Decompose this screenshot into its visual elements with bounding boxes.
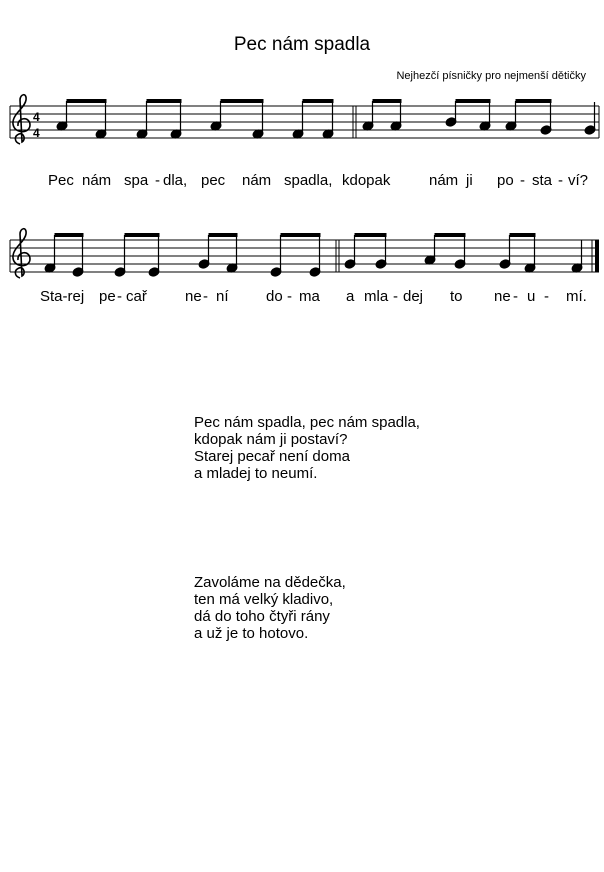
lyric-syllable: mla: [364, 288, 389, 305]
lyric-syllable: cař: [126, 288, 147, 305]
lyric-syllable: ji: [466, 172, 473, 189]
note-beam: [355, 233, 387, 237]
lyric-syllable: a: [346, 288, 355, 305]
lyric-syllable: dej: [403, 288, 424, 305]
verse-line: Pec nám spadla, pec nám spadla,: [194, 414, 420, 431]
lyric-syllable: to: [450, 288, 463, 305]
verse-line: a už je to hotovo.: [194, 625, 309, 642]
note-beam: [456, 99, 491, 103]
lyric-syllable: Sta-rej: [40, 288, 85, 305]
lyric-syllable: sta: [532, 172, 553, 189]
lyric-hyphen: -: [544, 288, 549, 305]
verse-line: a mladej to neumí.: [194, 465, 318, 482]
lyric-hyphen: -: [203, 288, 208, 305]
time-signature-top: 4: [33, 110, 40, 124]
lyric-hyphen: -: [117, 288, 122, 305]
note-beam: [209, 233, 238, 237]
note-beam: [510, 233, 536, 237]
treble-clef-icon: [13, 229, 30, 278]
songbook-source: Nejhezčí písničky pro nejmenší dětičky: [396, 70, 586, 82]
lyric-syllable: spa: [124, 172, 149, 189]
verse-line: Starej pecař není doma: [194, 448, 350, 465]
verse-1: [194, 414, 420, 482]
lyric-syllable: mí.: [566, 288, 587, 305]
lyric-syllable: nám: [242, 172, 272, 189]
verse-2: [194, 574, 346, 642]
note-beam: [303, 99, 334, 103]
song-title: Pec nám spadla: [233, 34, 371, 55]
lyric-syllable: nám: [82, 172, 112, 189]
lyric-hyphen: -: [558, 172, 563, 189]
verse-line: Zavoláme na dědečka,: [194, 574, 346, 591]
lyric-syllable: Pec: [48, 172, 74, 189]
lyric-syllable: pec: [201, 172, 226, 189]
note-beam: [435, 233, 466, 237]
lyric-hyphen: -: [513, 288, 518, 305]
lyric-syllable: dla,: [163, 172, 188, 189]
lyric-syllable: ma: [299, 288, 320, 305]
lyric-syllable: ní: [216, 288, 229, 305]
lyrics-line-1: [0, 172, 604, 192]
treble-clef-icon: [13, 95, 30, 144]
lyric-syllable: u: [527, 288, 536, 305]
note-beam: [125, 233, 160, 237]
note-beam: [147, 99, 182, 103]
lyric-hyphen: -: [393, 288, 398, 305]
lyric-syllable: do: [266, 288, 283, 305]
lyric-syllable: kdopak: [342, 172, 391, 189]
time-signature-bottom: 4: [33, 126, 40, 140]
lyric-syllable: po: [497, 172, 514, 189]
lyrics-line-2: [0, 288, 604, 308]
lyric-syllable: ví?: [568, 172, 589, 189]
lyric-hyphen: -: [520, 172, 525, 189]
verse-line: kdopak nám ji postaví?: [194, 431, 348, 448]
note-beam: [55, 233, 84, 237]
note-beam: [516, 99, 552, 103]
lyric-hyphen: -: [287, 288, 292, 305]
note-beam: [221, 99, 264, 103]
lyric-syllable: spadla,: [284, 172, 333, 189]
lyric-syllable: nám: [429, 172, 459, 189]
lyric-syllable: pe: [99, 288, 116, 305]
verse-line: dá do toho čtyři rány: [194, 608, 330, 625]
note-beam: [67, 99, 107, 103]
note-beam: [281, 233, 321, 237]
verse-line: ten má velký kladivo,: [194, 591, 334, 608]
lyric-syllable: ne: [185, 288, 202, 305]
lyric-hyphen: -: [155, 172, 160, 189]
lyric-syllable: ne: [494, 288, 511, 305]
note-beam: [373, 99, 402, 103]
